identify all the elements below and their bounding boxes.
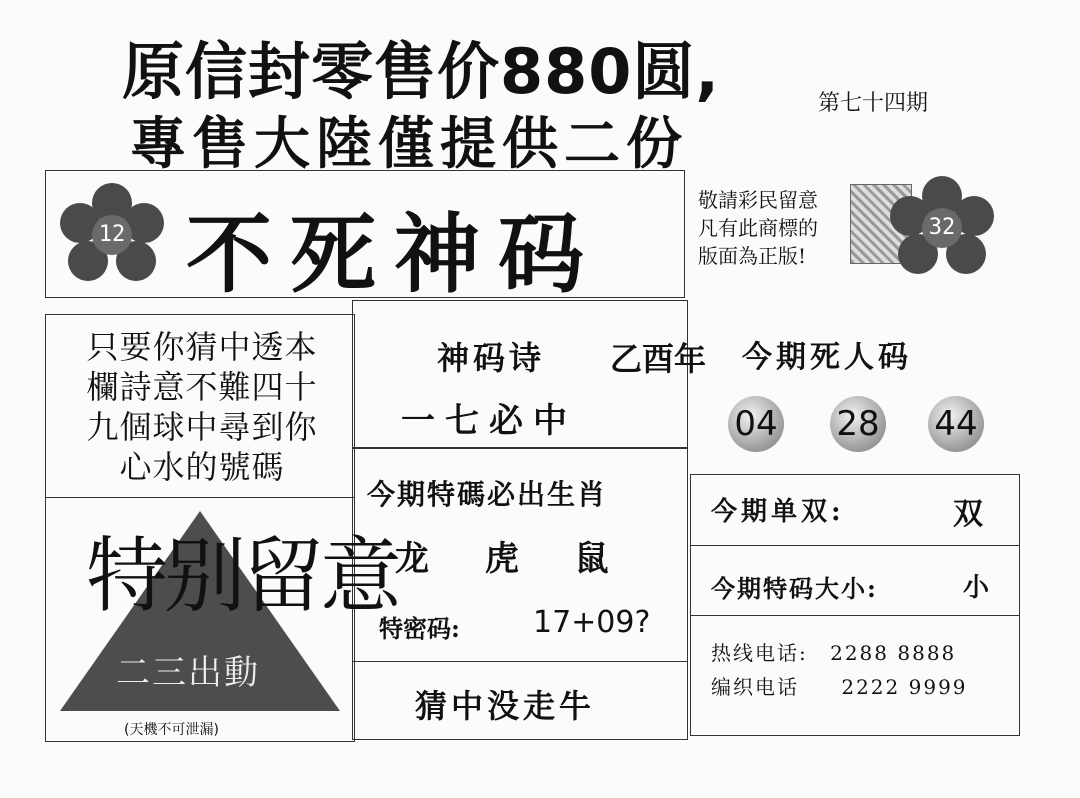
special-heading: 特别留意 bbox=[86, 529, 399, 624]
odd-even-label: 今期单双: bbox=[711, 497, 845, 527]
hotline-row bbox=[711, 637, 956, 666]
authenticity-notice bbox=[698, 186, 818, 270]
flower-icon-right bbox=[890, 176, 994, 280]
odd-even-value: 双 bbox=[953, 497, 983, 532]
dead-code-ball: 44 bbox=[928, 396, 984, 452]
size-label: 今期特码大小: bbox=[711, 574, 878, 603]
divider bbox=[46, 497, 354, 498]
notice-line-1: 敬請彩民留意 bbox=[698, 188, 818, 212]
dead-code-label: 今期死人码 bbox=[742, 340, 912, 375]
edit-phone-row bbox=[711, 671, 968, 700]
prediction-box bbox=[352, 448, 688, 740]
poem-line-2: 欄詩意不難四十 bbox=[86, 368, 318, 406]
page-title: 不死神码 bbox=[186, 204, 602, 305]
notice-line-3: 版面為正版! bbox=[698, 244, 807, 268]
flower-number-right: 32 bbox=[922, 208, 962, 248]
special-caption: (天機不可泄漏) bbox=[124, 722, 219, 738]
divider bbox=[353, 661, 687, 662]
poem-code-tip: 一七必中 bbox=[401, 401, 577, 441]
riddle-text: 猜中没走牛 bbox=[415, 687, 596, 725]
stats-box bbox=[690, 474, 1020, 736]
flower-number-left: 12 bbox=[92, 215, 132, 255]
left-panel bbox=[45, 314, 399, 742]
notice-line-2: 凡有此商標的 bbox=[698, 216, 818, 240]
zodiac-animals: 龙 虎 鼠 bbox=[395, 539, 631, 579]
secret-code-value: 17+09? bbox=[533, 605, 651, 640]
size-value: 小 bbox=[963, 573, 990, 603]
year-label: 乙酉年 bbox=[610, 340, 707, 378]
title-box bbox=[45, 170, 685, 305]
hotline-number: 2288 8888 bbox=[830, 641, 957, 665]
flower-icon-left bbox=[60, 183, 164, 287]
poem-text bbox=[56, 327, 348, 487]
dead-code-ball: 04 bbox=[728, 396, 784, 452]
poem-line-1: 只要你猜中透本 bbox=[86, 328, 318, 366]
special-move: 二三出動 bbox=[116, 653, 260, 693]
header-price-line: 原信封零售价880圆, bbox=[122, 35, 720, 108]
divider bbox=[691, 545, 1019, 546]
divider bbox=[691, 615, 1019, 616]
poem-line-3: 九個球中尋到你 bbox=[86, 408, 318, 446]
edit-phone-number: 2222 9999 bbox=[841, 675, 968, 699]
header-sales-line: 專售大陸僅提供二份 bbox=[130, 111, 688, 177]
poem-code-label: 神码诗 bbox=[437, 339, 546, 377]
issue-number: 第七十四期 bbox=[818, 91, 929, 116]
zodiac-label: 今期特碼必出生肖 bbox=[367, 478, 608, 511]
secret-code-label: 特密码: bbox=[379, 614, 460, 643]
poem-line-4: 心水的號碼 bbox=[119, 448, 285, 486]
dead-code-ball: 28 bbox=[830, 396, 886, 452]
edit-phone-label: 编织电话 bbox=[711, 675, 799, 699]
hotline-label: 热线电话: bbox=[711, 641, 808, 665]
